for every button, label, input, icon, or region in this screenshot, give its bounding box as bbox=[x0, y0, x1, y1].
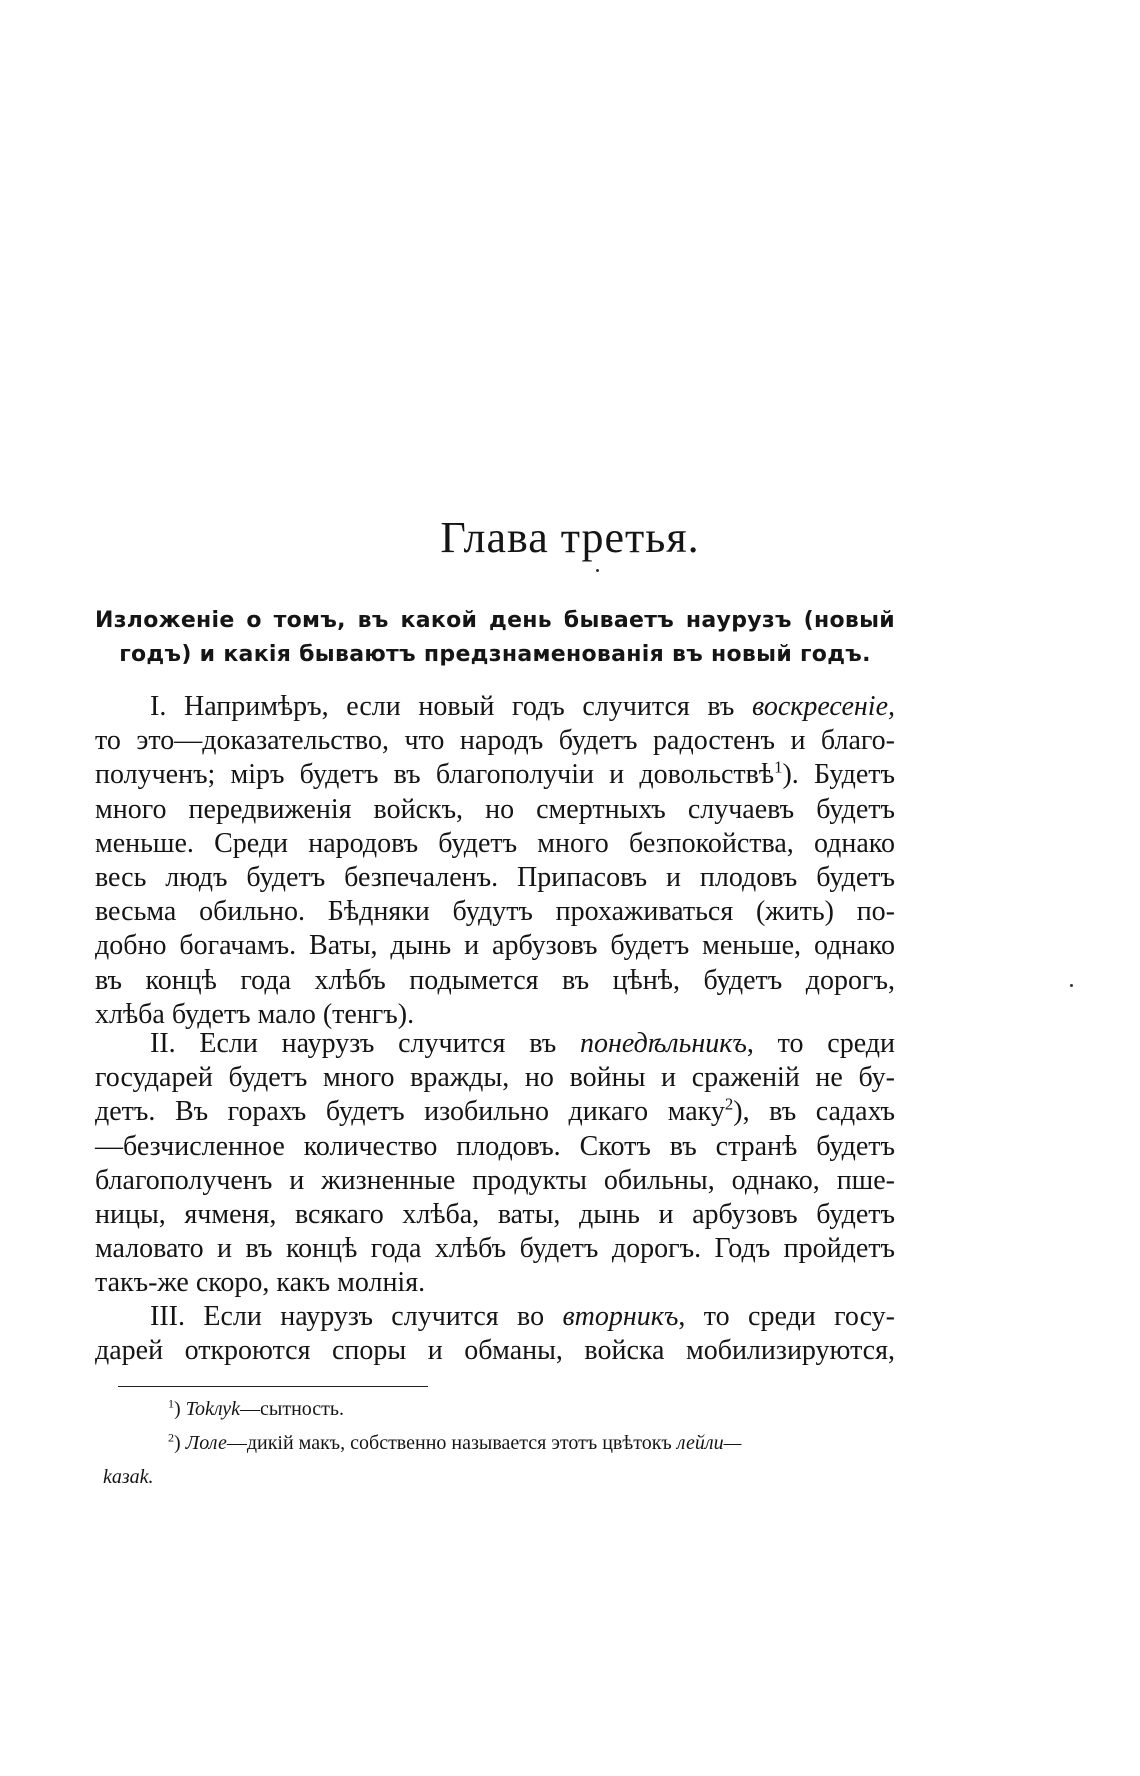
text-line: благополученъ и жизненные продукты обильны, однако, пше- bbox=[95, 1164, 895, 1196]
paragraph-2 bbox=[95, 1027, 895, 1301]
text-run: II. Если наурузъ случится въ bbox=[150, 1028, 580, 1059]
text-run: полученъ; міръ будетъ въ благополучіи и довольствѣ bbox=[95, 759, 775, 791]
subtitle-line: годъ) и какія бываютъ предзнаменованія въ новый годъ. bbox=[119, 642, 871, 667]
text-run: , то среди bbox=[746, 1028, 896, 1059]
emphasis-run: понедѣльникъ bbox=[579, 1028, 747, 1059]
footnote-text: —сытность. bbox=[240, 1398, 345, 1420]
footnote-text: —дикій макъ, собственно называется этотъ цвѣтокъ bbox=[226, 1432, 677, 1454]
footnote-term: Tokлуk bbox=[185, 1398, 241, 1420]
subtitle-line: Изложеніе о томъ, въ какой день бываетъ наурузъ (новый bbox=[95, 608, 895, 633]
footnote-term: Лоле bbox=[185, 1432, 227, 1454]
footnote-ref: 2 bbox=[724, 1095, 734, 1115]
text-run: III. Если наурузъ случится во bbox=[150, 1301, 563, 1332]
chapter-title: Глава третья. bbox=[440, 513, 700, 562]
text-line bbox=[95, 1095, 895, 1129]
text-line: весьма обильно. Бѣдняки будутъ прохаживаться (жить) по- bbox=[95, 896, 895, 928]
text-line: меньше. Среди народовъ будетъ много безпокойства, однако bbox=[95, 827, 895, 859]
text-run: , то среди госу- bbox=[678, 1301, 895, 1332]
text-line: ницы, ячменя, всякаго хлѣба, ваты, дынь и арбузовъ будетъ bbox=[95, 1199, 895, 1231]
footnote-ref: 1 bbox=[774, 758, 783, 778]
text-run: детъ. Въ горахъ будетъ изобильно дикаго маку bbox=[95, 1096, 725, 1128]
print-speck bbox=[596, 569, 599, 572]
text-line: дарей откроются споры и обманы, войска мобилизируются, bbox=[95, 1335, 895, 1367]
footnote-term: kазаk. bbox=[103, 1466, 154, 1488]
text-line: государей будетъ много вражды, но войны и сраженій не бу- bbox=[95, 1062, 895, 1094]
text-line: такъ-же скоро, какъ молнія. bbox=[95, 1267, 426, 1299]
footnote-mark: 1 bbox=[168, 1396, 174, 1411]
footnote-1: $^1$) Tokлуk—сытность. bbox=[168, 1396, 345, 1420]
print-speck bbox=[1070, 984, 1073, 987]
footnote-mark: 2 bbox=[168, 1430, 174, 1445]
text-run: ), въ садахъ bbox=[733, 1096, 896, 1128]
text-line bbox=[95, 1300, 895, 1334]
text-line: добно богачамъ. Ваты, дынь и арбузовъ будетъ меньше, однако bbox=[95, 930, 895, 962]
footnote-2: $^2$) Лоле—дикій макъ, собственно называется этотъ цвѣтокъ лейли— bbox=[168, 1430, 742, 1454]
paragraph-1 bbox=[95, 690, 895, 1032]
text-line: въ концѣ года хлѣбъ подымется въ цѣнѣ, будетъ дорогъ, bbox=[95, 964, 895, 996]
footnote-divider bbox=[118, 1386, 428, 1387]
text-run: ). Будетъ bbox=[782, 759, 895, 791]
text-line: то это—доказательство, что народъ будетъ радостенъ и благо- bbox=[95, 725, 895, 757]
text-line: хлѣба будетъ мало (тенгъ). bbox=[95, 998, 415, 1030]
text-line: много передвиженія войскъ, но смертныхъ случаевъ будетъ bbox=[95, 793, 895, 825]
text-line bbox=[95, 690, 895, 724]
footnotes bbox=[95, 1392, 895, 1494]
paragraph-3 bbox=[95, 1300, 895, 1368]
chapter-subtitle bbox=[95, 604, 895, 672]
text-line: —безчисленное количество плодовъ. Скотъ въ странѣ будетъ bbox=[95, 1130, 895, 1162]
text-run: I. Напримѣръ, если новый годъ случится въ bbox=[150, 691, 753, 722]
text-line: весь людъ будетъ безпечаленъ. Припасовъ и плодовъ будетъ bbox=[95, 862, 895, 894]
footnote-2-continuation bbox=[95, 1460, 895, 1494]
text-line bbox=[95, 758, 895, 792]
emphasis-run: вторникъ bbox=[562, 1301, 679, 1332]
footnote-term: лейли— bbox=[676, 1432, 742, 1454]
text-line: маловато и въ концѣ года хлѣбъ будетъ дорогъ. Годъ пройдетъ bbox=[95, 1233, 895, 1265]
text-line bbox=[95, 1027, 895, 1061]
emphasis-run: воскресеніе, bbox=[752, 691, 895, 722]
